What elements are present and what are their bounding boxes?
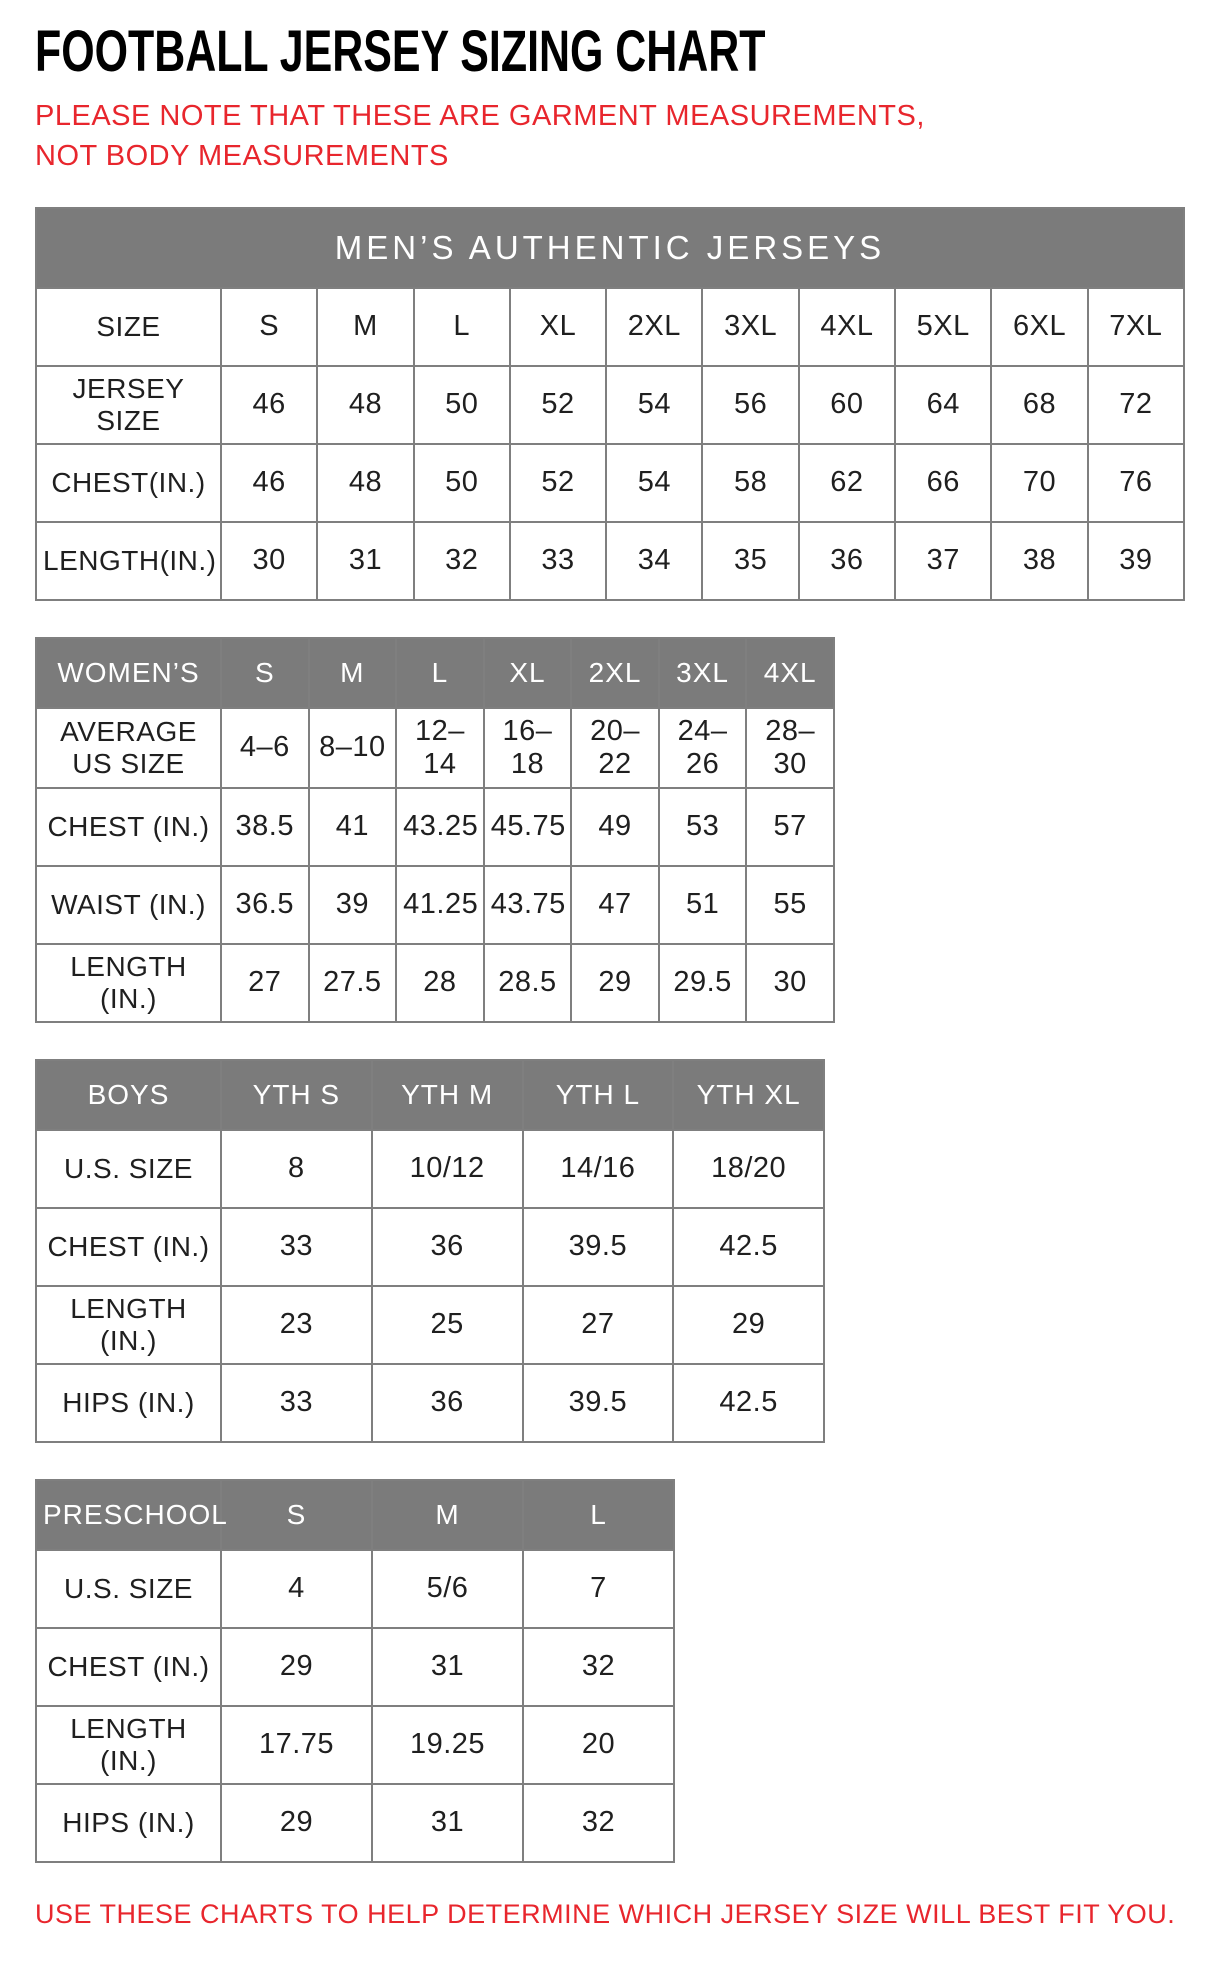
womens-cell: 29.5 xyxy=(659,944,747,1022)
mens-title-row xyxy=(36,208,1184,288)
womens-cell: 43.75 xyxy=(484,866,572,944)
mens-cell: 3XL xyxy=(702,288,798,366)
womens-cell: 16–18 xyxy=(484,708,572,788)
mens-table xyxy=(35,207,1185,601)
boys-header-label: BOYS xyxy=(36,1060,221,1130)
mens-cell: 39 xyxy=(1088,522,1184,600)
womens-cell: 8–10 xyxy=(309,708,397,788)
preschool-cell: 19.25 xyxy=(372,1706,523,1784)
mens-cell: 36 xyxy=(799,522,895,600)
boys-sizing-table-container xyxy=(35,1059,825,1443)
boys-cell: 18/20 xyxy=(673,1130,824,1208)
preschool-cell: 32 xyxy=(523,1628,674,1706)
mens-cell: 46 xyxy=(221,444,317,522)
mens-cell: 32 xyxy=(414,522,510,600)
boys-row-label: HIPS (IN.) xyxy=(36,1364,221,1442)
womens-header-col-3: XL xyxy=(484,638,572,708)
boys-header-col-0: YTH S xyxy=(221,1060,372,1130)
mens-row-label: LENGTH(IN.) xyxy=(36,522,221,600)
boys-cell: 42.5 xyxy=(673,1208,824,1286)
boys-cell: 27 xyxy=(523,1286,674,1364)
womens-row-1 xyxy=(36,788,834,866)
mens-cell: 58 xyxy=(702,444,798,522)
preschool-row-label: U.S. SIZE xyxy=(36,1550,221,1628)
womens-header-col-2: L xyxy=(396,638,484,708)
womens-cell: 28 xyxy=(396,944,484,1022)
mens-cell: 76 xyxy=(1088,444,1184,522)
mens-row-label: CHEST(IN.) xyxy=(36,444,221,522)
womens-table xyxy=(35,637,835,1023)
preschool-header-col-0: S xyxy=(221,1480,372,1550)
preschool-row-2 xyxy=(36,1706,674,1784)
preschool-row-0 xyxy=(36,1550,674,1628)
mens-cell: 66 xyxy=(895,444,991,522)
womens-header-col-0: S xyxy=(221,638,309,708)
mens-table-title: MEN’S AUTHENTIC JERSEYS xyxy=(36,208,1184,288)
preschool-header-label: PRESCHOOL xyxy=(36,1480,221,1550)
preschool-cell: 17.75 xyxy=(221,1706,372,1784)
womens-cell: 30 xyxy=(746,944,834,1022)
boys-cell: 42.5 xyxy=(673,1364,824,1442)
preschool-cell: 29 xyxy=(221,1784,372,1862)
mens-cell: 48 xyxy=(317,366,413,444)
womens-cell: 38.5 xyxy=(221,788,309,866)
womens-cell: 24–26 xyxy=(659,708,747,788)
boys-cell: 36 xyxy=(372,1364,523,1442)
womens-cell: 36.5 xyxy=(221,866,309,944)
mens-cell: 48 xyxy=(317,444,413,522)
preschool-cell: 31 xyxy=(372,1784,523,1862)
boys-cell: 10/12 xyxy=(372,1130,523,1208)
boys-cell: 25 xyxy=(372,1286,523,1364)
preschool-row-label: CHEST (IN.) xyxy=(36,1628,221,1706)
womens-cell: 27.5 xyxy=(309,944,397,1022)
womens-cell: 43.25 xyxy=(396,788,484,866)
womens-cell: 12–14 xyxy=(396,708,484,788)
mens-cell: S xyxy=(221,288,317,366)
mens-cell: 52 xyxy=(510,444,606,522)
womens-cell: 28–30 xyxy=(746,708,834,788)
womens-cell: 45.75 xyxy=(484,788,572,866)
mens-cell: 50 xyxy=(414,444,510,522)
boys-cell: 36 xyxy=(372,1208,523,1286)
mens-cell: 4XL xyxy=(799,288,895,366)
boys-header-col-2: YTH L xyxy=(523,1060,674,1130)
womens-header-col-1: M xyxy=(309,638,397,708)
preschool-table xyxy=(35,1479,675,1863)
mens-cell: 35 xyxy=(702,522,798,600)
preschool-row-label: LENGTH (IN.) xyxy=(36,1706,221,1784)
preschool-cell: 5/6 xyxy=(372,1550,523,1628)
mens-cell: 5XL xyxy=(895,288,991,366)
womens-row-label: LENGTH (IN.) xyxy=(36,944,221,1022)
mens-cell: 7XL xyxy=(1088,288,1184,366)
mens-cell: 62 xyxy=(799,444,895,522)
boys-header-row xyxy=(36,1060,824,1130)
womens-cell: 53 xyxy=(659,788,747,866)
boys-cell: 8 xyxy=(221,1130,372,1208)
womens-cell: 41.25 xyxy=(396,866,484,944)
boys-cell: 33 xyxy=(221,1364,372,1442)
mens-row-0 xyxy=(36,288,1184,366)
mens-cell: 2XL xyxy=(606,288,702,366)
boys-row-1 xyxy=(36,1208,824,1286)
womens-cell: 51 xyxy=(659,866,747,944)
preschool-cell: 4 xyxy=(221,1550,372,1628)
mens-cell: 72 xyxy=(1088,366,1184,444)
preschool-cell: 32 xyxy=(523,1784,674,1862)
mens-cell: 54 xyxy=(606,366,702,444)
boys-cell: 39.5 xyxy=(523,1364,674,1442)
preschool-row-label: HIPS (IN.) xyxy=(36,1784,221,1862)
mens-row-label: JERSEY SIZE xyxy=(36,366,221,444)
womens-sizing-table-container xyxy=(35,637,835,1023)
womens-cell: 55 xyxy=(746,866,834,944)
boys-cell: 23 xyxy=(221,1286,372,1364)
womens-header-col-6: 4XL xyxy=(746,638,834,708)
mens-sizing-table-container xyxy=(35,207,1185,601)
boys-row-2 xyxy=(36,1286,824,1364)
footer-note: USE THESE CHARTS TO HELP DETERMINE WHICH JERSEY SIZE WILL BEST FIT YOU. xyxy=(35,1898,1176,1929)
mens-row-3 xyxy=(36,522,1184,600)
boys-cell: 14/16 xyxy=(523,1130,674,1208)
page-title-text: FOOTBALL JERSEY SIZING CHART xyxy=(35,19,766,84)
preschool-cell: 7 xyxy=(523,1550,674,1628)
womens-header-col-5: 3XL xyxy=(659,638,747,708)
mens-cell: 30 xyxy=(221,522,317,600)
womens-header-row xyxy=(36,638,834,708)
preschool-header-row xyxy=(36,1480,674,1550)
mens-cell: 37 xyxy=(895,522,991,600)
boys-cell: 33 xyxy=(221,1208,372,1286)
preschool-cell: 20 xyxy=(523,1706,674,1784)
preschool-cell: 31 xyxy=(372,1628,523,1706)
mens-cell: M xyxy=(317,288,413,366)
mens-cell: 68 xyxy=(991,366,1087,444)
boys-row-0 xyxy=(36,1130,824,1208)
mens-cell: 60 xyxy=(799,366,895,444)
page-title xyxy=(35,20,1185,84)
mens-cell: 56 xyxy=(702,366,798,444)
womens-header-label: WOMEN’S xyxy=(36,638,221,708)
mens-row-2 xyxy=(36,444,1184,522)
boys-table xyxy=(35,1059,825,1443)
boys-row-3 xyxy=(36,1364,824,1442)
mens-cell: 46 xyxy=(221,366,317,444)
womens-row-0 xyxy=(36,708,834,788)
womens-cell: 41 xyxy=(309,788,397,866)
boys-cell: 29 xyxy=(673,1286,824,1364)
womens-row-3 xyxy=(36,944,834,1022)
preschool-row-3 xyxy=(36,1784,674,1862)
boys-row-label: LENGTH (IN.) xyxy=(36,1286,221,1364)
preschool-sizing-table-container xyxy=(35,1479,675,1863)
mens-cell: 33 xyxy=(510,522,606,600)
womens-cell: 47 xyxy=(571,866,659,944)
preschool-header-col-1: M xyxy=(372,1480,523,1550)
mens-cell: 38 xyxy=(991,522,1087,600)
womens-header-col-4: 2XL xyxy=(571,638,659,708)
womens-cell: 28.5 xyxy=(484,944,572,1022)
mens-cell: 50 xyxy=(414,366,510,444)
womens-row-label: WAIST (IN.) xyxy=(36,866,221,944)
preschool-header-col-2: L xyxy=(523,1480,674,1550)
womens-cell: 49 xyxy=(571,788,659,866)
mens-cell: 64 xyxy=(895,366,991,444)
womens-row-2 xyxy=(36,866,834,944)
boys-header-col-3: YTH XL xyxy=(673,1060,824,1130)
mens-cell: 6XL xyxy=(991,288,1087,366)
womens-row-label: CHEST (IN.) xyxy=(36,788,221,866)
mens-row-label: SIZE xyxy=(36,288,221,366)
preschool-row-1 xyxy=(36,1628,674,1706)
mens-cell: 70 xyxy=(991,444,1087,522)
boys-header-col-1: YTH M xyxy=(372,1060,523,1130)
womens-cell: 27 xyxy=(221,944,309,1022)
mens-cell: L xyxy=(414,288,510,366)
preschool-cell: 29 xyxy=(221,1628,372,1706)
boys-cell: 39.5 xyxy=(523,1208,674,1286)
garment-measurements-note: PLEASE NOTE THAT THESE ARE GARMENT MEASUREMENTS, NOT BODY MEASUREMENTS xyxy=(35,99,925,173)
womens-cell: 29 xyxy=(571,944,659,1022)
boys-row-label: CHEST (IN.) xyxy=(36,1208,221,1286)
womens-cell: 20–22 xyxy=(571,708,659,788)
womens-row-label: AVERAGE US SIZE xyxy=(36,708,221,788)
mens-cell: 34 xyxy=(606,522,702,600)
mens-cell: XL xyxy=(510,288,606,366)
womens-cell: 39 xyxy=(309,866,397,944)
mens-cell: 31 xyxy=(317,522,413,600)
mens-row-1 xyxy=(36,366,1184,444)
mens-cell: 52 xyxy=(510,366,606,444)
womens-cell: 57 xyxy=(746,788,834,866)
mens-cell: 54 xyxy=(606,444,702,522)
boys-row-label: U.S. SIZE xyxy=(36,1130,221,1208)
womens-cell: 4–6 xyxy=(221,708,309,788)
